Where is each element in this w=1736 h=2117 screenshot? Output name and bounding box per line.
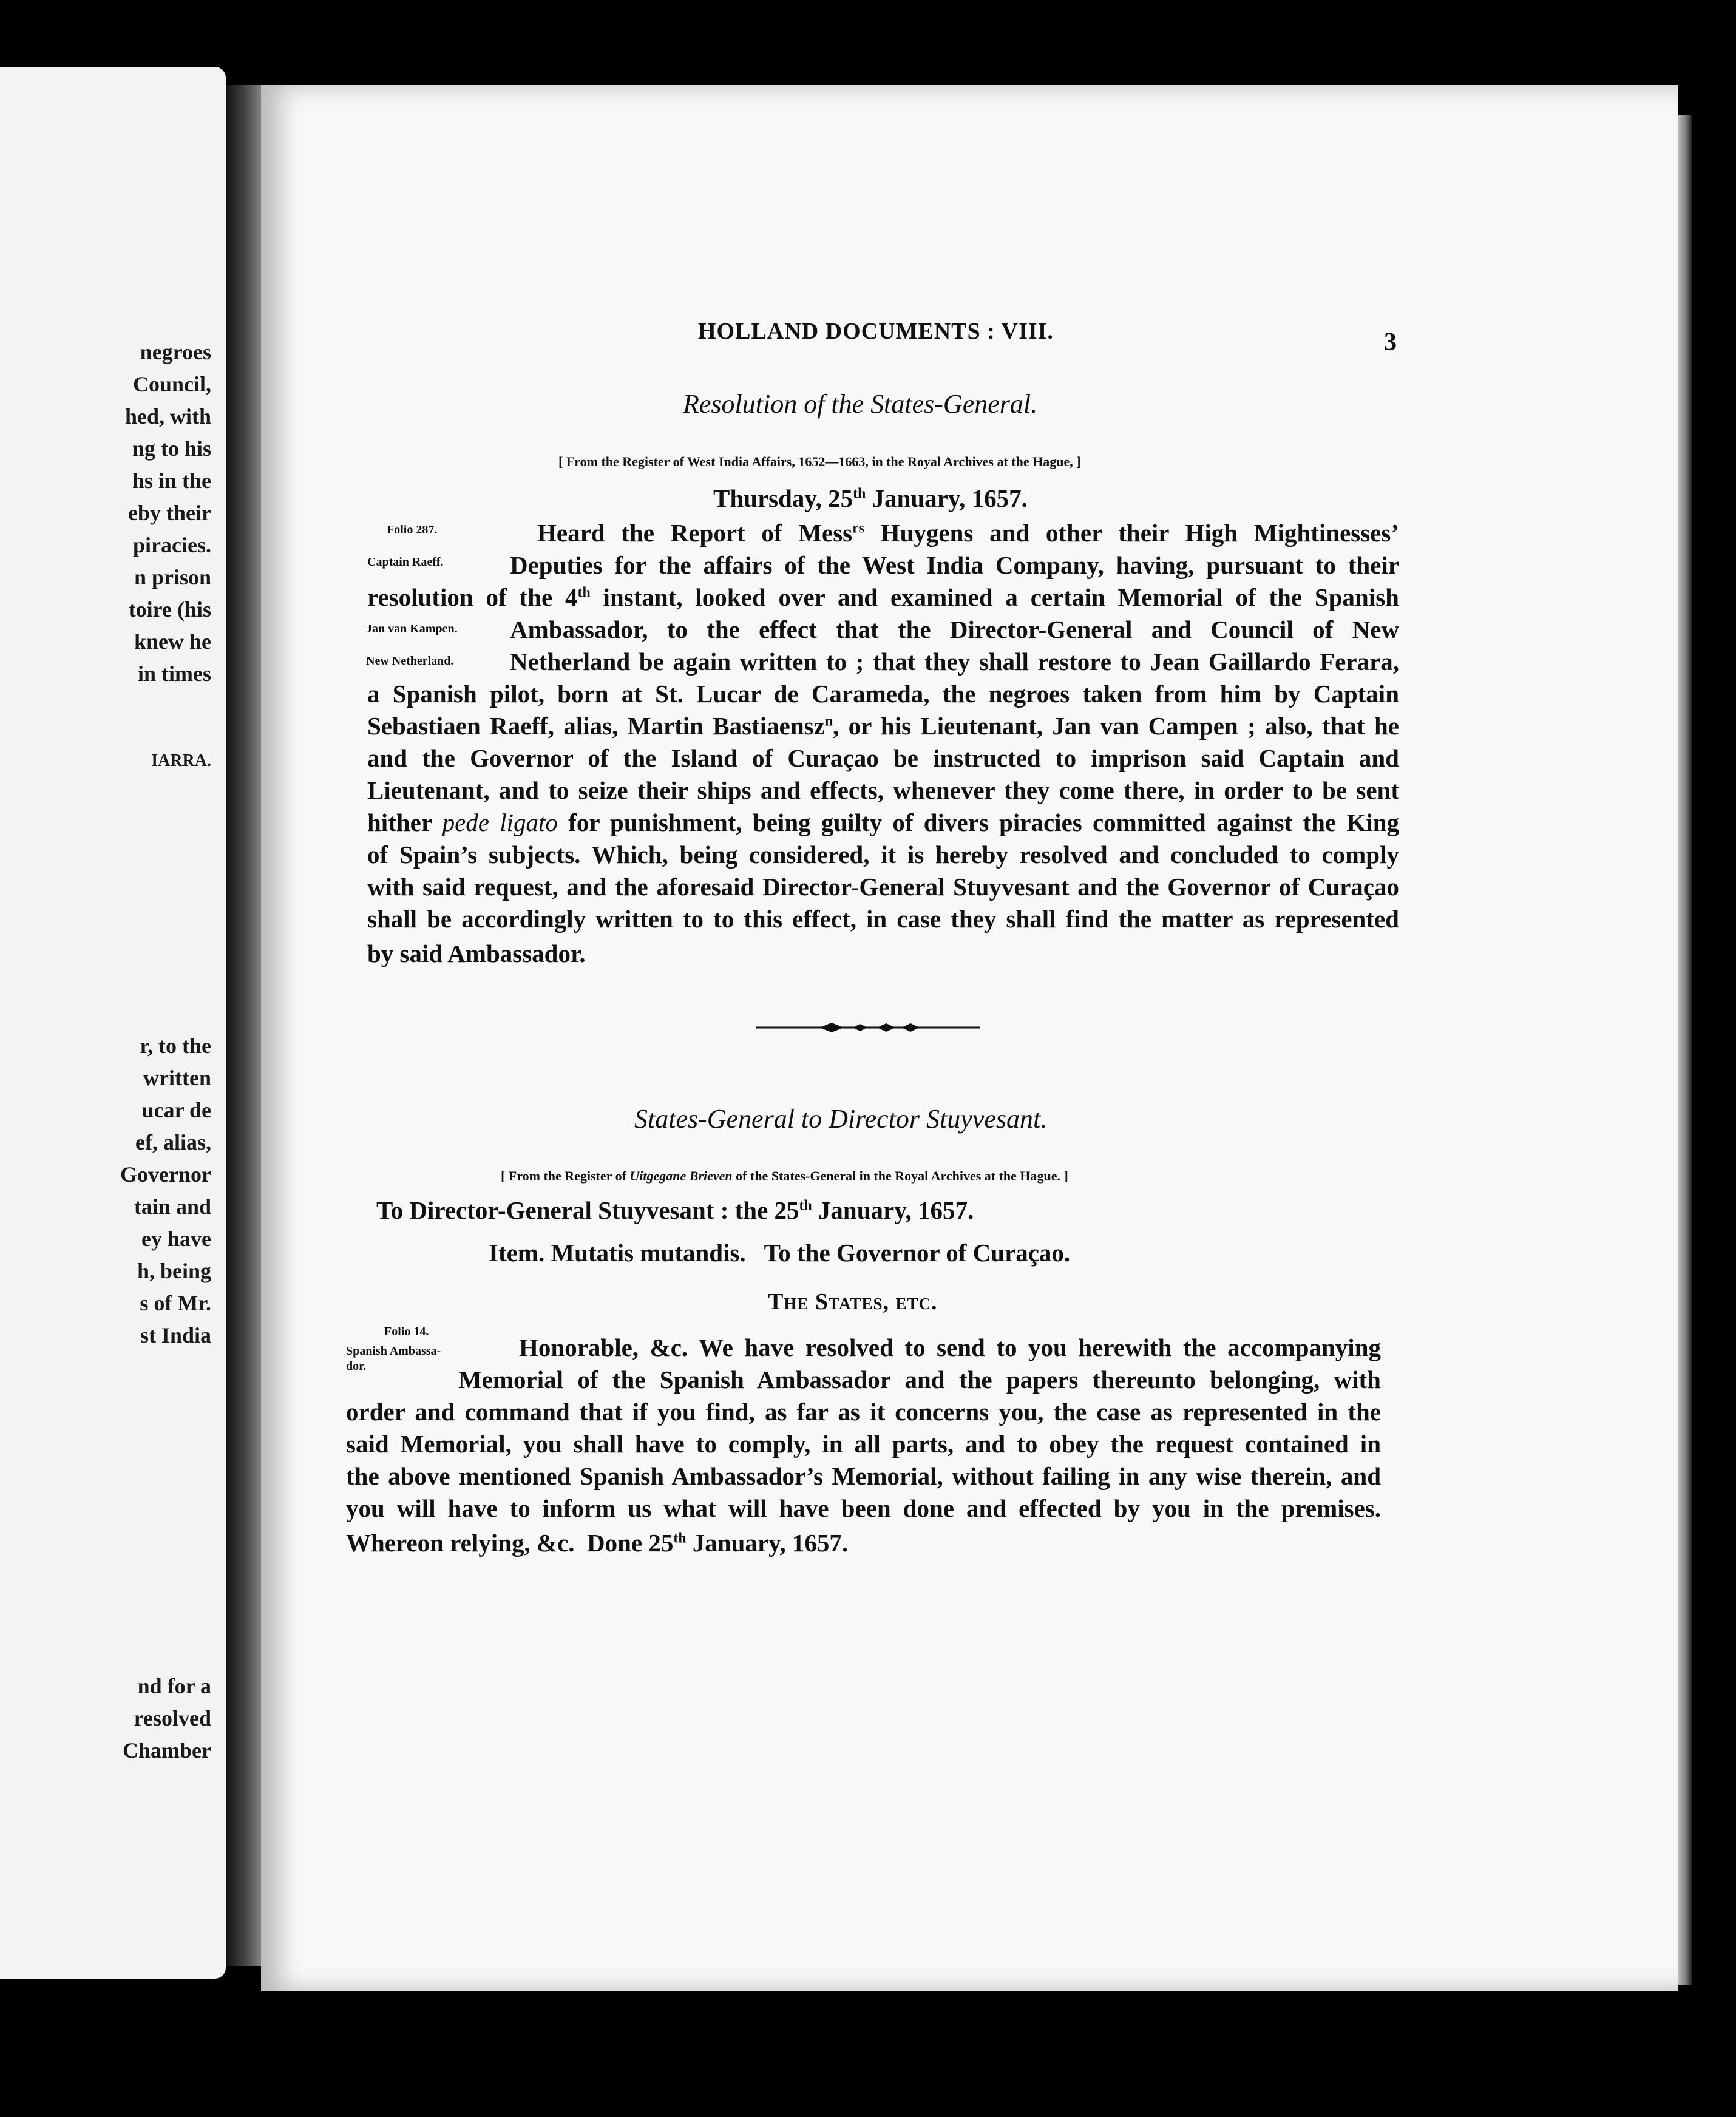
- doc2-address-sup: th: [799, 1197, 812, 1214]
- doc2-address-text-end: January, 1657.: [812, 1196, 974, 1224]
- left-page-line: resolved: [134, 1706, 211, 1730]
- doc1-line: shall be accordingly written to to this effect, in case they shall find the matter as represented: [367, 905, 1399, 933]
- doc1-margin-note: Captain Raeff.: [367, 555, 444, 569]
- doc2-source-italic: Uitgegane Brieven: [629, 1168, 733, 1184]
- doc2-line: said Memorial, you shall have to comply, in all parts, and to obey the request contained in: [346, 1430, 1381, 1458]
- left-page-line: toire (his: [128, 597, 211, 622]
- doc2-source-text: [ From the Register of: [501, 1168, 630, 1184]
- doc2-margin-note: dor.: [346, 1360, 367, 1373]
- doc1-sup: rs: [852, 520, 864, 537]
- doc2-margin-note: Spanish Ambassa-: [346, 1344, 441, 1358]
- page-number: 3: [1384, 328, 1397, 356]
- doc2-source-note: [501, 1168, 1068, 1184]
- left-page-line: knew he: [134, 629, 211, 654]
- doc1-text: Heard the Report of Mess: [537, 519, 853, 547]
- doc1-line: [537, 521, 1399, 546]
- doc1-source-note: [ From the Register of West India Affairs, 1652—1663, in the Royal Archives at the Hague, ]: [558, 454, 1081, 469]
- doc2-text: Whereon relying, &c. Done 25: [346, 1529, 674, 1557]
- left-page-line: n prison: [134, 565, 211, 589]
- doc1-text: resolution of the 4: [367, 583, 578, 611]
- doc2-margin-note: Folio 14.: [384, 1325, 429, 1338]
- page-edge: [1678, 115, 1692, 1985]
- left-page-line: written: [143, 1066, 211, 1090]
- left-page-line: piracies.: [133, 533, 211, 557]
- doc1-line: and the Governor of the Island of Curaçao be instructed to imprison said Captain and: [367, 744, 1399, 772]
- doc1-margin-note: New Netherland.: [366, 654, 454, 668]
- doc1-title: Resolution of the States-General.: [683, 389, 1038, 419]
- left-page-line: Council,: [132, 372, 211, 396]
- doc1-line: [367, 585, 1399, 610]
- doc1-margin-note: Jan van Kampen.: [366, 622, 458, 635]
- doc2-line: [346, 1528, 848, 1557]
- doc1-date-text-end: January, 1657.: [866, 484, 1028, 512]
- doc2-line: order and command that if you find, as far as it concerns you, the case as represented in the: [346, 1398, 1381, 1426]
- doc1-text: hither: [367, 808, 442, 836]
- ornament-divider: [756, 1018, 980, 1037]
- left-page-line: tain and: [134, 1194, 211, 1219]
- doc1-line: a Spanish pilot, born at St. Lucar de Carameda, the negroes taken from him by Captain: [367, 680, 1399, 708]
- doc1-date-sup: th: [853, 486, 866, 502]
- doc2-address-text: To Director-General Stuyvesant : the 25: [376, 1196, 799, 1224]
- doc1-sup: th: [577, 584, 591, 601]
- left-page-line: hed, with: [124, 404, 211, 428]
- left-page-line: r, to the: [140, 1034, 211, 1058]
- left-page-line: ng to his: [132, 436, 211, 461]
- left-page-line: ucar de: [141, 1098, 211, 1122]
- left-page-line: h, being: [137, 1259, 211, 1283]
- doc2-title: States-General to Director Stuyvesant.: [634, 1104, 1048, 1134]
- doc2-sup: th: [673, 1530, 687, 1546]
- doc1-line: Lieutenant, and to seize their ships and effects, whenever they come there, in order to be sent: [367, 776, 1399, 804]
- doc2-line: the above mentioned Spanish Ambassador’s Memorial, without failing in any wise therein, and: [346, 1462, 1381, 1490]
- left-page-line: ey have: [141, 1227, 211, 1251]
- left-page-line: Governor: [120, 1162, 211, 1187]
- doc1-text: , or his Lieutenant, Jan van Campen ; also, that he: [833, 712, 1399, 740]
- doc2-address: [376, 1196, 974, 1225]
- doc1-italic-latin: pede ligato: [442, 808, 558, 836]
- doc1-line: Ambassador, to the effect that the Director-General and Council of New: [510, 615, 1399, 643]
- doc2-text: January, 1657.: [686, 1529, 849, 1557]
- doc1-date-text: Thursday, 25: [713, 484, 853, 512]
- left-facing-page: [0, 67, 226, 1979]
- doc2-line: Memorial of the Spanish Ambassador and the papers thereunto belonging, with: [458, 1366, 1381, 1394]
- doc1-date: [713, 484, 1028, 513]
- doc1-text: instant, looked over and examined a certain Memorial of the Spanish: [590, 583, 1399, 611]
- doc2-item-line: Item. Mutatis mutandis. To the Governor of Curaçao.: [489, 1239, 1071, 1267]
- doc1-sup: n: [824, 713, 833, 730]
- left-page-line: st India: [140, 1323, 211, 1347]
- left-page-line: eby their: [128, 501, 211, 525]
- right-page: [261, 85, 1678, 1991]
- doc1-line: [367, 714, 1399, 739]
- left-page-line: negroes: [140, 340, 211, 364]
- doc1-line: with said request, and the aforesaid Director-General Stuyvesant and the Governor of Curaçao: [367, 873, 1399, 901]
- left-page-line: IARRA.: [151, 751, 211, 770]
- left-page-line: s of Mr.: [140, 1291, 211, 1315]
- doc2-source-text-end: of the States-General in the Royal Archives at the Hague. ]: [732, 1168, 1068, 1184]
- left-page-line: ef, alias,: [135, 1130, 211, 1154]
- doc1-line: [367, 810, 1399, 835]
- doc1-text: Sebastiaen Raeff, alias, Martin Bastiaensz: [367, 712, 825, 740]
- left-page-line: nd for a: [137, 1674, 211, 1698]
- doc1-line: of Spain’s subjects. Which, being considered, it is hereby resolved and concluded to comply: [367, 841, 1399, 869]
- doc2-line: you will have to inform us what will have been done and effected by you in the premises.: [346, 1494, 1381, 1522]
- doc1-line: by said Ambassador.: [367, 940, 586, 967]
- doc1-text: Huygens and other their High Mightinesses’: [864, 519, 1399, 547]
- doc1-line: Deputies for the affairs of the West India Company, having, pursuant to their: [510, 551, 1399, 579]
- left-page-line: in times: [138, 662, 211, 686]
- left-page-line: hs in the: [132, 469, 211, 493]
- running-header: HOLLAND DOCUMENTS : VIII.: [698, 319, 1054, 344]
- doc1-margin-note: Folio 287.: [387, 523, 438, 537]
- doc2-salutation: The States, etc.: [768, 1289, 938, 1315]
- doc1-text: for punishment, being guilty of divers piracies committed against the King: [557, 808, 1400, 836]
- left-page-line: Chamber: [123, 1738, 211, 1763]
- doc2-line: Honorable, &c. We have resolved to send to you herewith the accompanying: [519, 1333, 1381, 1361]
- doc1-line: Netherland be again written to ; that they shall restore to Jean Gaillardo Ferara,: [510, 648, 1399, 676]
